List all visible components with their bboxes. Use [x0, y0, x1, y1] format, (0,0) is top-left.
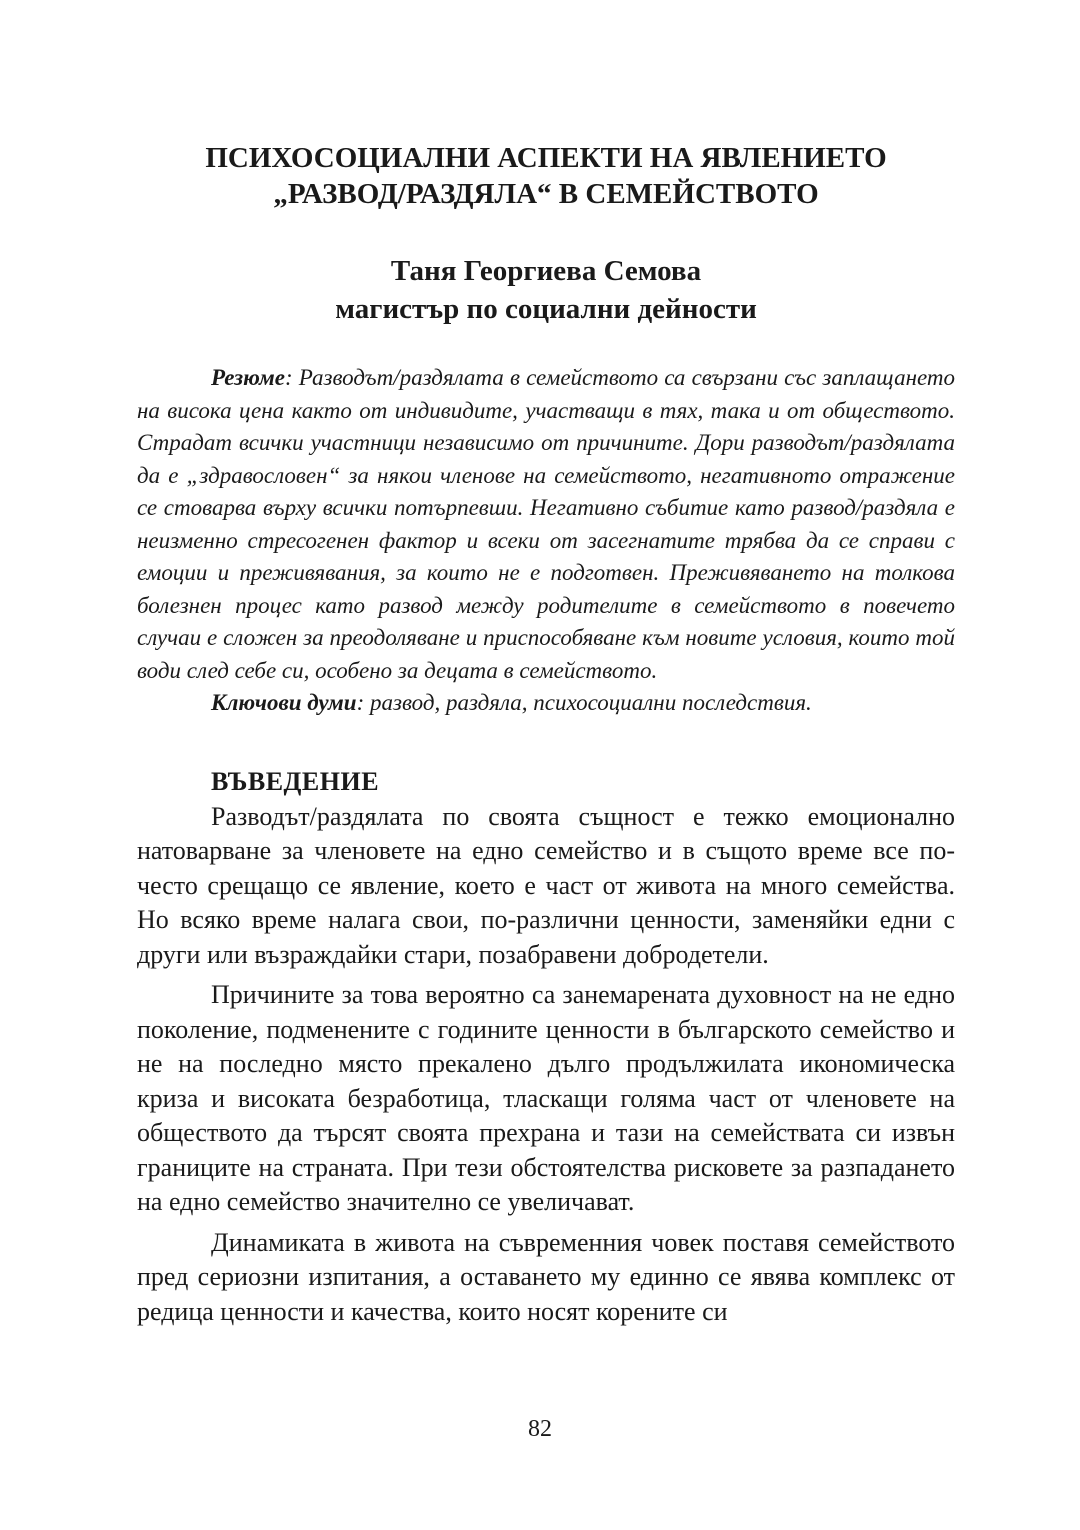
abstract-text: : Разводът/раздялата в семейството са свързани със заплащането на висока цена както от индивидите, участващи в тях, така и от обществото. Страдат всички участници независимо от причините. Дори разводът/раздялата да е „здравословен“ за някои членове на семейството, негативното отражение се стоварва върху всички потърпевши. Негативно събитие като развод/раздяла е неизменно стресогенен фактор и всеки от засегнатите трябва да се справи с емоции и преживявания, за които не е подготвен. Преживяването на толкова болезнен процес като развод между родителите в семейството в повечето случаи е сложен за преодоляване и приспособяване към новите условия, които той води след себе си, особено за децата в семейството.	[137, 365, 955, 683]
article-title-line-1: ПСИХОСОЦИАЛНИ АСПЕКТИ НА ЯВЛЕНИЕТО	[205, 142, 887, 174]
keywords-label: Ключови думи	[211, 690, 357, 715]
abstract-paragraph	[137, 362, 955, 687]
author-name: Таня Георгиева Семова	[390, 255, 702, 287]
abstract-label: Резюме	[211, 365, 285, 390]
author-block	[137, 252, 955, 328]
introduction-body	[137, 800, 955, 1330]
document-page	[137, 140, 955, 1335]
body-paragraph-1: Разводът/раздялата по своята същност е тежко емоционално натоварване за членовете на едно семейство и в същото време все по-често срещащо се явление, което е част от живота на много семейства. Но всяко време налага свои, по-различни ценности, заменяйки едни с други или възраждайки стари, позабравени добродетели.	[137, 801, 955, 969]
body-paragraph-2: Причините за това вероятно са занемарената духовност на не едно поколение, подменените с годините ценности в българското семейство и не на последно място прекалено дълго продължилата икономическа криза и високата безработица, тласкащи голяма част от членовете на обществото да търсят своята прехрана и тази на семействата си извън границите на страната. При тези обстоятелства рисковете за разпадането на едно семейство значително се увеличават.	[137, 980, 955, 1216]
keywords-paragraph	[137, 687, 955, 720]
keywords-text: : развод, раздяла, психосоциални последствия.	[356, 690, 812, 715]
abstract	[137, 362, 955, 720]
author-degree: магистър по социални дейности	[335, 293, 757, 325]
section-heading-introduction: ВЪВЕДЕНИЕ	[211, 766, 380, 796]
body-paragraph-3: Динамиката в живота на съвременния човек поставя семейството пред сериозни изпитания, а оставането му единно се явява комплекс от редица ценности и качества, които носят корените си	[137, 1227, 955, 1326]
page-number: 82	[528, 1416, 552, 1442]
article-title-line-2: „РАЗВОД/РАЗДЯЛА“ В СЕМЕЙСТВОТО	[273, 178, 819, 210]
article-title	[137, 140, 955, 212]
